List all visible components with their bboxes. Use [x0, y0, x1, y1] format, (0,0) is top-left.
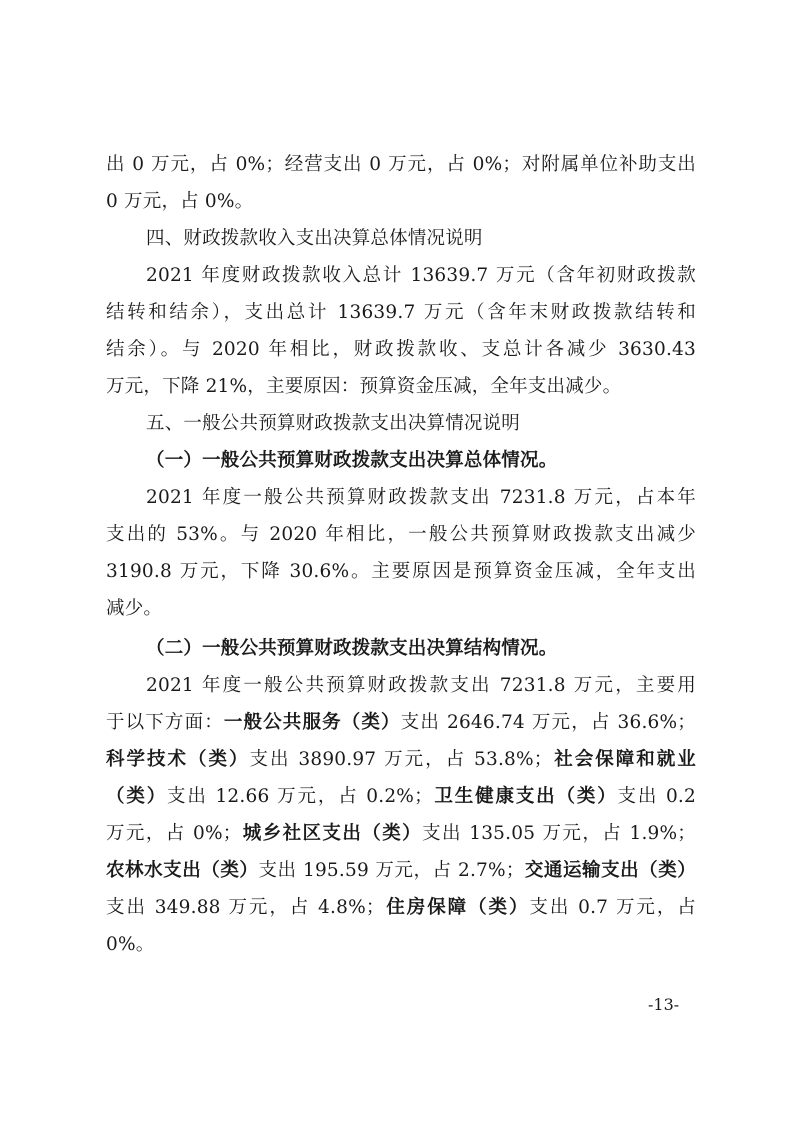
structure-line	[106, 778, 696, 815]
plain-text: 支出 12.66 万元，占 0.2%；	[167, 786, 433, 807]
paragraph-line: 支出的 53%。与 2020 年相比，一般公共预算财政拨款支出减少	[106, 524, 696, 545]
category-urban-rural: 城乡社区支出（类）	[241, 823, 423, 844]
paragraph-line: 结余）。与 2020 年相比，财政拨款收、支总计各减少 3630.43	[106, 339, 696, 360]
category-social-security-suffix: （类）	[106, 786, 168, 807]
subsection-heading-2: （二）一般公共预算财政拨款支出决算结构情况。	[146, 638, 558, 659]
plain-text: 支出 3890.97 万元，占 53.8%；	[249, 749, 553, 770]
category-agriculture: 农林水支出（类）	[106, 860, 259, 881]
paragraph-line: 万元，下降 21%，主要原因：预算资金压减，全年支出减少。	[106, 376, 622, 397]
paragraph-line: 3190.8 万元，下降 30.6%。主要原因是预算资金压减，全年支出	[106, 561, 696, 582]
plain-text: 支出 195.59 万元，占 2.7%；	[258, 860, 525, 881]
plain-text: 支出 135.05 万元，占 1.9%；	[422, 823, 697, 844]
structure-line	[106, 815, 696, 852]
category-housing: 住房保障（类）	[384, 897, 530, 918]
paragraph-line: 2021 年度一般公共预算财政拨款支出 7231.8 万元，主要用	[146, 675, 696, 696]
structure-line	[106, 704, 696, 741]
plain-text: 支出 349.88 万元，占 4.8%；	[106, 897, 385, 918]
plain-text: 万元，占 0%；	[106, 823, 242, 844]
plain-text: 支出 2646.74 万元，占 36.6%；	[400, 712, 696, 733]
document-body	[106, 146, 696, 963]
structure-line	[106, 741, 696, 778]
paragraph-line: 减少。	[106, 598, 163, 619]
category-social-security: 社会保障和就业	[552, 749, 696, 770]
paragraph-line: 0%。	[106, 934, 155, 955]
subsection-heading-1: （一）一般公共预算财政拨款支出决算总体情况。	[146, 450, 558, 471]
structure-line	[106, 852, 696, 889]
paragraph-line: 0 万元，占 0%。	[106, 191, 254, 212]
paragraph-line: 结转和结余），支出总计 13639.7 万元（含年末财政拨款结转和	[106, 302, 696, 323]
paragraph-line: 出 0 万元，占 0%；经营支出 0 万元，占 0%；对附属单位补助支出	[106, 154, 696, 175]
category-transportation: 交通运输支出（类）	[524, 860, 696, 881]
page-number: -13-	[648, 995, 680, 1014]
plain-text: 支出 0.7 万元，占	[529, 897, 696, 918]
structure-line	[106, 889, 696, 926]
paragraph-line: 2021 年度财政拨款收入总计 13639.7 万元（含年初财政拨款	[146, 265, 696, 286]
category-science-technology: 科学技术（类）	[106, 749, 250, 770]
section-heading-4: 四、财政拨款收入支出决算总体情况说明	[146, 228, 483, 249]
category-health: 卫生健康支出（类）	[432, 786, 618, 807]
category-general-public-services: 一般公共服务（类）	[223, 712, 401, 733]
paragraph-line: 2021 年度一般公共预算财政拨款支出 7231.8 万元，占本年	[146, 487, 696, 508]
plain-text: 支出 0.2	[617, 786, 696, 807]
section-heading-5: 五、一般公共预算财政拨款支出决算情况说明	[146, 413, 521, 434]
plain-text: 于以下方面：	[106, 712, 224, 733]
